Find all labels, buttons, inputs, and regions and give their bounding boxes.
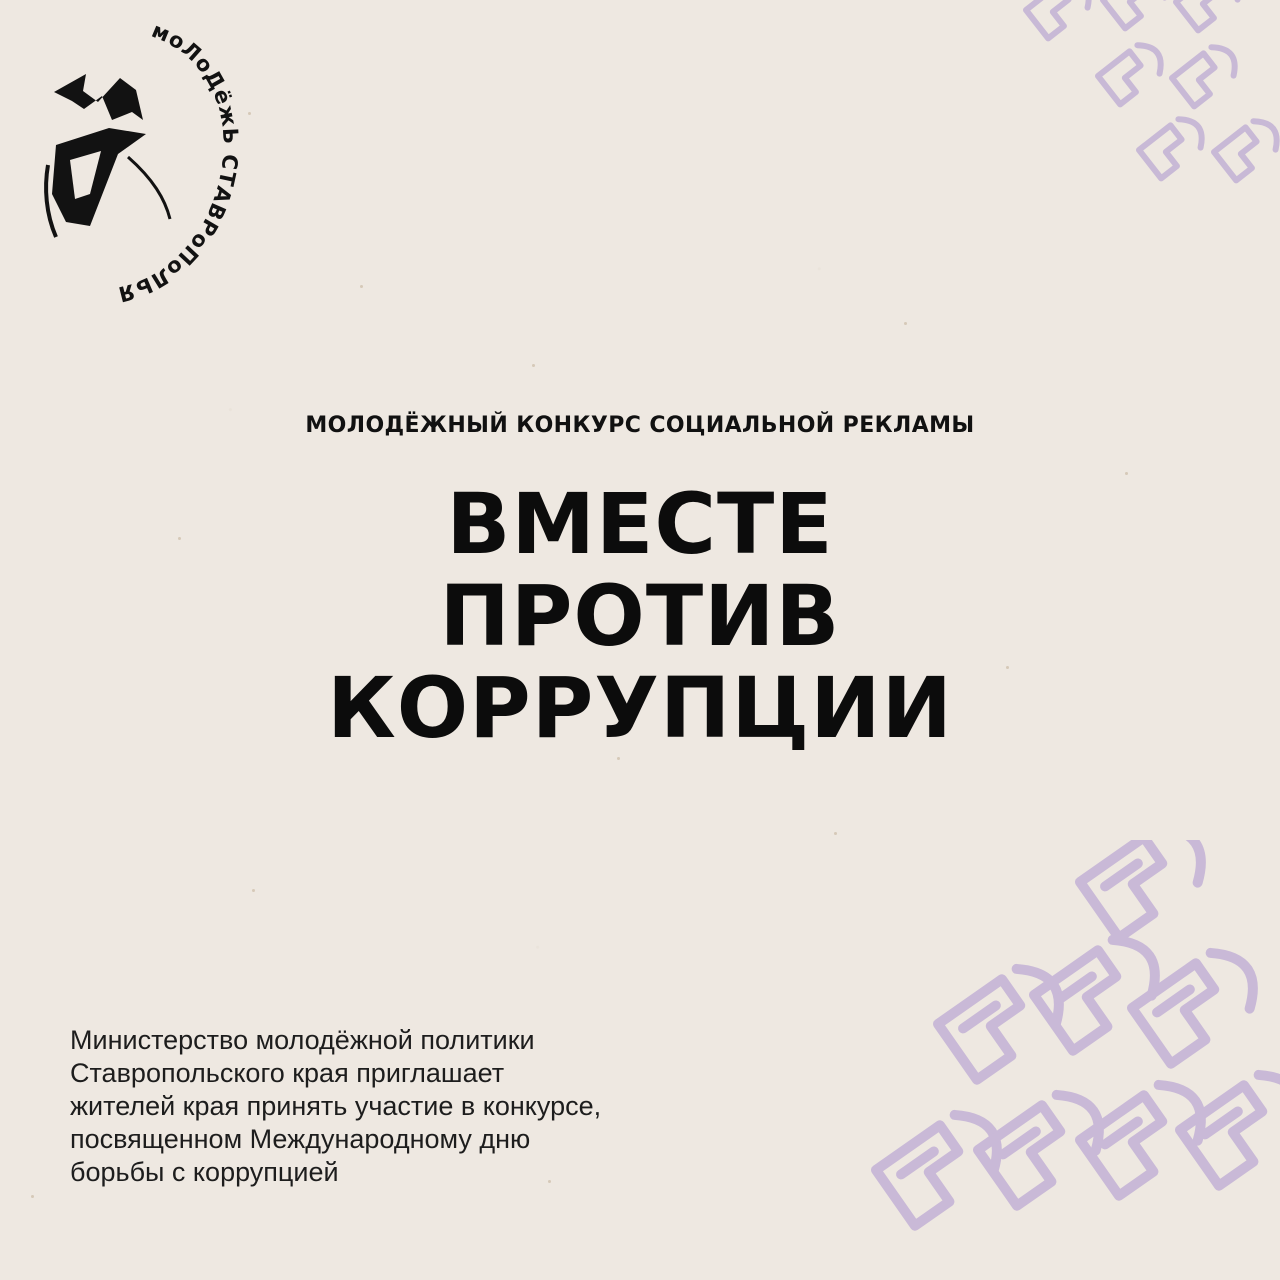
description-line-2: Ставропольского края приглашает [70, 1058, 505, 1088]
description [70, 1024, 710, 1189]
paper-speck [532, 364, 535, 367]
contest-subtitle: МОЛОДЁЖНЫЙ КОНКУРС СОЦИАЛЬНОЙ РЕКЛАМЫ [305, 413, 975, 438]
headline-line-1: ВМЕСТЕ [446, 475, 834, 573]
description-line-1: Министерство молодёжной политики [70, 1025, 535, 1055]
stavropol-youth-logo-icon [38, 18, 248, 308]
paper-speck [248, 112, 251, 115]
paper-speck [1125, 472, 1128, 475]
description-line-3: жителей края принять участие в конкурсе, [70, 1091, 602, 1121]
youth-pattern-top-icon [1000, 0, 1280, 250]
youth-pattern-bottom-icon [700, 840, 1280, 1280]
description-line-5: борьбы с коррупцией [70, 1157, 339, 1187]
paper-speck [360, 285, 363, 288]
description-line-4: посвященном Международному дню [70, 1124, 531, 1154]
headline [0, 475, 1280, 757]
logo-ring-text: моЛоДёжЬ СТАВРоПоЛЬЯ [115, 18, 243, 307]
headline-line-3: КОРРУПЦИИ [327, 659, 953, 757]
paper-speck [617, 757, 620, 760]
headline-line-2: ПРОТИВ [439, 567, 841, 665]
paper-speck [252, 889, 255, 892]
paper-speck [834, 832, 837, 835]
paper-speck [31, 1195, 34, 1198]
paper-speck [904, 322, 907, 325]
